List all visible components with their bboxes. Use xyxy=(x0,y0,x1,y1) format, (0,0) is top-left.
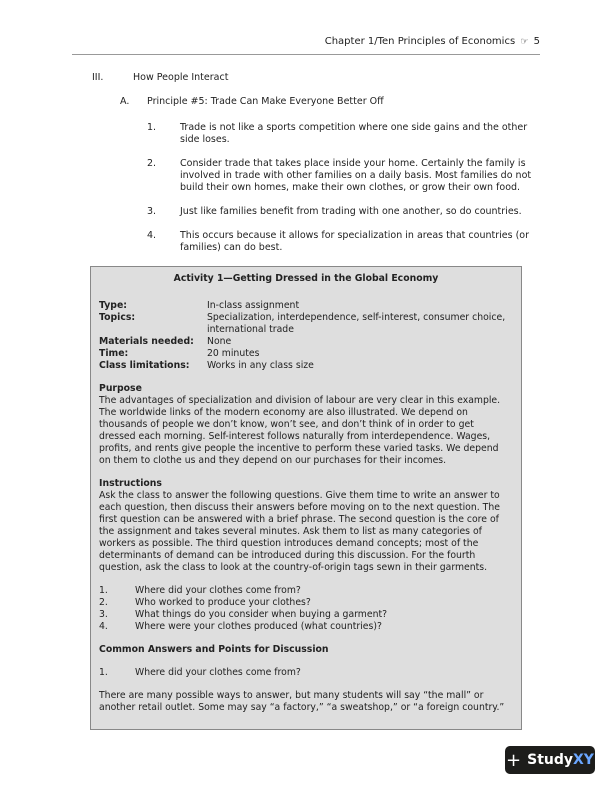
meta-key: Topics: xyxy=(99,312,136,323)
pointing-hand-icon: ☞ xyxy=(520,37,529,47)
meta-key: Class limitations: xyxy=(99,360,190,371)
answers-heading: Common Answers and Points for Discussion xyxy=(99,644,329,655)
list-item xyxy=(99,609,513,621)
question-number: 1. xyxy=(99,585,108,596)
list-item xyxy=(147,230,537,254)
list-item xyxy=(147,122,537,146)
chapter-title: Chapter 1/Ten Principles of Economics xyxy=(324,36,516,47)
instructions-heading: Instructions xyxy=(99,478,162,489)
principle-letter: A. xyxy=(120,96,130,107)
meta-row-type xyxy=(99,300,513,312)
list-item xyxy=(99,621,513,633)
meta-row-time xyxy=(99,348,513,360)
meta-row-class-limitations xyxy=(99,360,513,372)
meta-key: Type: xyxy=(99,300,127,311)
question-number: 2. xyxy=(99,597,108,608)
question-text: Where did your clothes come from? xyxy=(135,585,301,596)
principle-title: Principle #5: Trade Can Make Everyone Better Off xyxy=(147,96,384,107)
plus-icon: + xyxy=(506,749,522,771)
meta-value: 20 minutes xyxy=(207,348,260,359)
question-number: 4. xyxy=(99,621,108,632)
meta-value: In-class assignment xyxy=(207,300,300,311)
activity-title: Activity 1—Getting Dressed in the Global Economy xyxy=(173,273,439,284)
activity-box xyxy=(90,266,522,730)
answer-text: There are many possible ways to answer, but many students will say “the mall” or another retail outlet. Some may say “a factory,” “a sweatshop,” or “a foreign country.” xyxy=(99,690,505,713)
meta-value: Works in any class size xyxy=(207,360,314,371)
meta-value: Specialization, interdependence, self-interest, consumer choice, international trade xyxy=(207,312,506,335)
point-number: 4. xyxy=(147,230,157,241)
question-text: Who worked to produce your clothes? xyxy=(135,597,311,608)
point-text: Just like families benefit from trading with one another, so do countries. xyxy=(180,206,522,217)
point-number: 1. xyxy=(147,122,157,133)
meta-row-materials xyxy=(99,336,513,348)
page-number: 5 xyxy=(533,36,540,47)
point-text: This occurs because it allows for specialization in areas that countries (or families) can do best. xyxy=(180,230,530,253)
points-list xyxy=(147,122,537,266)
meta-key: Materials needed: xyxy=(99,336,194,347)
meta-key: Time: xyxy=(99,348,129,359)
point-text: Consider trade that takes place inside your home. Certainly the family is involved in trade with other families on a daily basis. Most families do not build their own homes, make their own clothes, or grow their own food. xyxy=(180,158,532,193)
brand-name: Study xyxy=(527,752,574,768)
question-text: Where were your clothes produced (what countries)? xyxy=(135,621,382,632)
answer-question xyxy=(99,667,513,679)
list-item xyxy=(99,597,513,609)
meta-row-topics xyxy=(99,312,513,336)
point-number: 3. xyxy=(147,206,157,217)
question-number: 1. xyxy=(99,667,108,678)
purpose-text: The advantages of specialization and division of labour are very clear in this example. The worldwide links of the modern economy are also illustrated. We depend on thousands of people we don’t know, won’t see, and don’t think of in order to get dressed each morning. Self-interest follows naturally from interdependence. Wages, profits, and rents give people the incentive to perform these varied tasks. We depend on them to clothe us and they depend on our purchases for their incomes. xyxy=(99,395,501,466)
point-text: Trade is not like a sports competition where one side gains and the other side loses. xyxy=(180,122,528,145)
instructions-text: Ask the class to answer the following questions. Give them time to write an answer to each question, then discuss their answers before moving on to the next question. The first question can be answered with a brief phrase. The second question is the core of the assignment and takes several minutes. Ask them to list as many categories of workers as possible. The third question introduces demand concepts; most of the determinants of demand can be introduced during this discussion. For the fourth question, ask the class to look at the country-of-origin tags sewn in their garments. xyxy=(99,490,500,573)
brand-accent: XY xyxy=(573,752,594,768)
section-number: III. xyxy=(92,72,104,83)
point-number: 2. xyxy=(147,158,157,169)
question-text: What things do you consider when buying a garment? xyxy=(135,609,388,620)
list-item xyxy=(99,585,513,597)
list-item xyxy=(147,206,537,218)
question-number: 3. xyxy=(99,609,108,620)
list-item xyxy=(147,158,537,194)
page-header xyxy=(72,36,540,55)
meta-value: None xyxy=(207,336,232,347)
section-title: How People Interact xyxy=(133,72,229,83)
question-text: Where did your clothes come from? xyxy=(135,667,301,678)
purpose-heading: Purpose xyxy=(99,383,142,394)
section-heading xyxy=(92,72,228,84)
questions-list xyxy=(99,585,513,633)
principle-heading xyxy=(120,96,384,108)
studyxy-badge[interactable] xyxy=(505,746,595,774)
